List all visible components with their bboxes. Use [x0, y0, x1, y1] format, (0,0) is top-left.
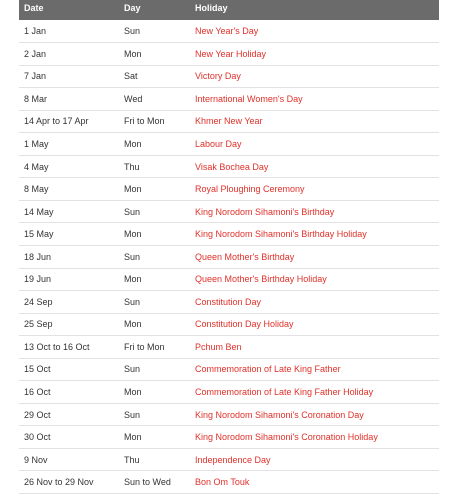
holiday-link[interactable]: King Norodom Sihamoni's Coronation Holiday	[195, 432, 378, 443]
table-row	[19, 110, 439, 133]
table-row	[19, 223, 439, 246]
date-cell: 14 Apr to 17 Apr	[24, 116, 89, 127]
date-cell: 15 Oct	[24, 364, 51, 375]
table-header-row	[19, 0, 439, 20]
day-cell: Sun to Wed	[124, 477, 171, 488]
date-cell: 8 May	[24, 184, 49, 195]
day-cell: Sun	[124, 296, 141, 307]
table-row	[19, 268, 439, 291]
day-cell: Mon	[124, 387, 142, 398]
holiday-table	[19, 0, 439, 494]
date-cell: 18 Jun	[24, 251, 52, 262]
holiday-link[interactable]: Independence Day	[195, 454, 271, 465]
holiday-link[interactable]: King Norodom Sihamoni's Birthday Holiday	[195, 229, 367, 240]
column-header-holiday[interactable]: Holiday	[195, 3, 228, 13]
holiday-link[interactable]: Constitution Day	[195, 296, 262, 307]
date-cell: 15 May	[24, 229, 54, 240]
date-cell: 8 Mar	[24, 93, 48, 104]
day-cell: Fri to Mon	[124, 116, 165, 127]
date-cell: 9 Nov	[24, 454, 48, 465]
date-cell: 7 Jan	[24, 71, 47, 82]
date-cell: 25 Sep	[24, 319, 53, 330]
table-row	[19, 43, 439, 66]
table-row	[19, 448, 439, 471]
date-cell: 29 Oct	[24, 409, 51, 420]
column-header-day[interactable]: Day	[124, 3, 141, 13]
table-row	[19, 155, 439, 178]
holiday-link[interactable]: Queen Mother's Birthday Holiday	[195, 274, 327, 285]
date-cell: 1 May	[24, 139, 49, 149]
holiday-link[interactable]: New Year Holiday	[195, 48, 267, 59]
holiday-link[interactable]: Bon Om Touk	[195, 477, 250, 488]
table-row	[19, 426, 439, 449]
holiday-link[interactable]: King Norodom Sihamoni's Birthday	[195, 206, 335, 217]
table-row	[19, 200, 439, 223]
date-cell: 16 Oct	[24, 387, 51, 398]
holiday-link[interactable]: Visak Bochea Day	[195, 161, 269, 172]
day-cell: Sun	[124, 26, 141, 37]
day-cell: Sun	[124, 409, 141, 420]
column-header-date[interactable]: Date	[24, 3, 44, 13]
date-cell: 30 Oct	[24, 432, 51, 443]
holiday-link[interactable]: New Year's Day	[195, 26, 259, 37]
table-row	[19, 178, 439, 201]
holiday-link[interactable]: Royal Ploughing Ceremony	[195, 184, 305, 195]
day-cell: Sun	[124, 364, 141, 375]
holiday-link[interactable]: Khmer New Year	[195, 116, 263, 127]
holiday-link[interactable]: King Norodom Sihamoni's Coronation Day	[195, 409, 364, 420]
holiday-link[interactable]: Constitution Day Holiday	[195, 319, 294, 330]
holiday-link[interactable]: Queen Mother's Birthday	[195, 251, 295, 262]
day-cell: Thu	[124, 161, 140, 172]
holiday-link[interactable]: Victory Day	[195, 71, 241, 82]
table-row	[19, 403, 439, 426]
date-cell: 4 May	[24, 161, 49, 172]
table-row	[19, 133, 439, 156]
table-row	[19, 291, 439, 314]
day-cell: Sun	[124, 206, 141, 217]
day-cell: Sun	[124, 251, 141, 262]
table-row	[19, 381, 439, 404]
date-cell: 1 Jan	[24, 26, 47, 37]
holiday-link[interactable]: Labour Day	[195, 139, 242, 149]
day-cell: Thu	[124, 454, 140, 465]
date-cell: 24 Sep	[24, 296, 53, 307]
table-header	[19, 0, 439, 20]
table-row	[19, 88, 439, 111]
day-cell: Mon	[124, 139, 142, 149]
table-body	[19, 20, 439, 493]
day-cell: Mon	[124, 48, 142, 59]
day-cell: Mon	[124, 229, 142, 240]
table-row	[19, 471, 439, 494]
day-cell: Sat	[124, 71, 138, 82]
day-cell: Mon	[124, 319, 142, 330]
day-cell: Mon	[124, 184, 142, 195]
table-row	[19, 313, 439, 336]
day-cell: Wed	[124, 93, 143, 104]
date-cell: 14 May	[24, 206, 54, 217]
table-row	[19, 65, 439, 88]
holiday-link[interactable]: International Women's Day	[195, 93, 303, 104]
table-row	[19, 20, 439, 43]
day-cell: Fri to Mon	[124, 341, 165, 352]
table-row	[19, 336, 439, 359]
table-row	[19, 245, 439, 268]
holiday-link[interactable]: Commemoration of Late King Father Holiday	[195, 387, 374, 398]
date-cell: 26 Nov to 29 Nov	[24, 477, 94, 488]
holiday-link[interactable]: Pchum Ben	[195, 341, 242, 352]
day-cell: Mon	[124, 274, 142, 285]
date-cell: 2 Jan	[24, 48, 47, 59]
date-cell: 19 Jun	[24, 274, 52, 285]
holiday-link[interactable]: Commemoration of Late King Father	[195, 364, 341, 375]
date-cell: 13 Oct to 16 Oct	[24, 341, 90, 352]
table-row	[19, 358, 439, 381]
day-cell: Mon	[124, 432, 142, 443]
